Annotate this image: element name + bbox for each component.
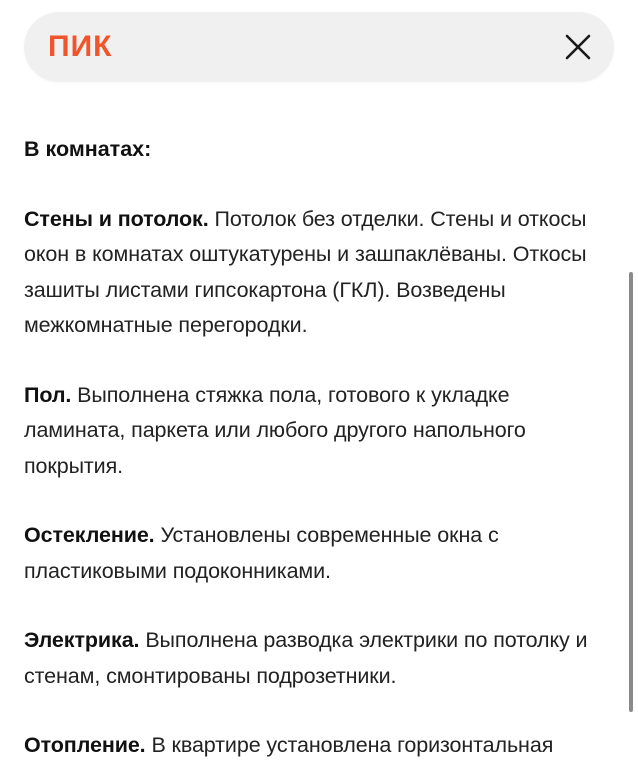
paragraph-floor xyxy=(24,378,614,485)
paragraph-heating xyxy=(24,728,614,764)
pik-logo[interactable]: ПИК xyxy=(48,30,113,63)
paragraph-glazing xyxy=(24,518,614,589)
paragraph-text: Выполнена разводка электрики по потолку и стенам, смонтированы подрозетники. xyxy=(24,628,588,688)
paragraph-electrics xyxy=(24,623,614,694)
paragraph-text: Установлены современные окна с пластиковыми подоконниками. xyxy=(24,523,499,583)
section-heading: В комнатах: xyxy=(24,137,152,161)
scrollbar-thumb[interactable] xyxy=(629,272,633,712)
paragraph-text: В квартире установлена горизонтальная xyxy=(151,733,554,757)
paragraph-title: Остекление. xyxy=(24,523,155,547)
paragraph-text: Потолок без отделки. Стены и откосы окон в комнатах оштукатурены и зашпаклёваны. Откосы зашиты листами гипсокартона (ГКЛ). Возведены межкомнатные перегородки. xyxy=(24,206,587,337)
paragraph-title: Стены и потолок. xyxy=(24,206,209,231)
article-content xyxy=(24,0,614,780)
paragraph-title: Отопление. xyxy=(24,733,146,757)
floating-header-bar xyxy=(24,12,614,82)
close-button[interactable] xyxy=(560,29,596,65)
paragraph-title: Электрика. xyxy=(24,628,140,652)
paragraph-text: Выполнена стяжка пола, готового к укладке ламината, паркета или любого другого напольного покрытия. xyxy=(24,382,526,478)
close-icon xyxy=(560,29,596,65)
paragraph-walls-ceiling xyxy=(24,202,614,344)
paragraph-title: Пол. xyxy=(24,382,72,407)
